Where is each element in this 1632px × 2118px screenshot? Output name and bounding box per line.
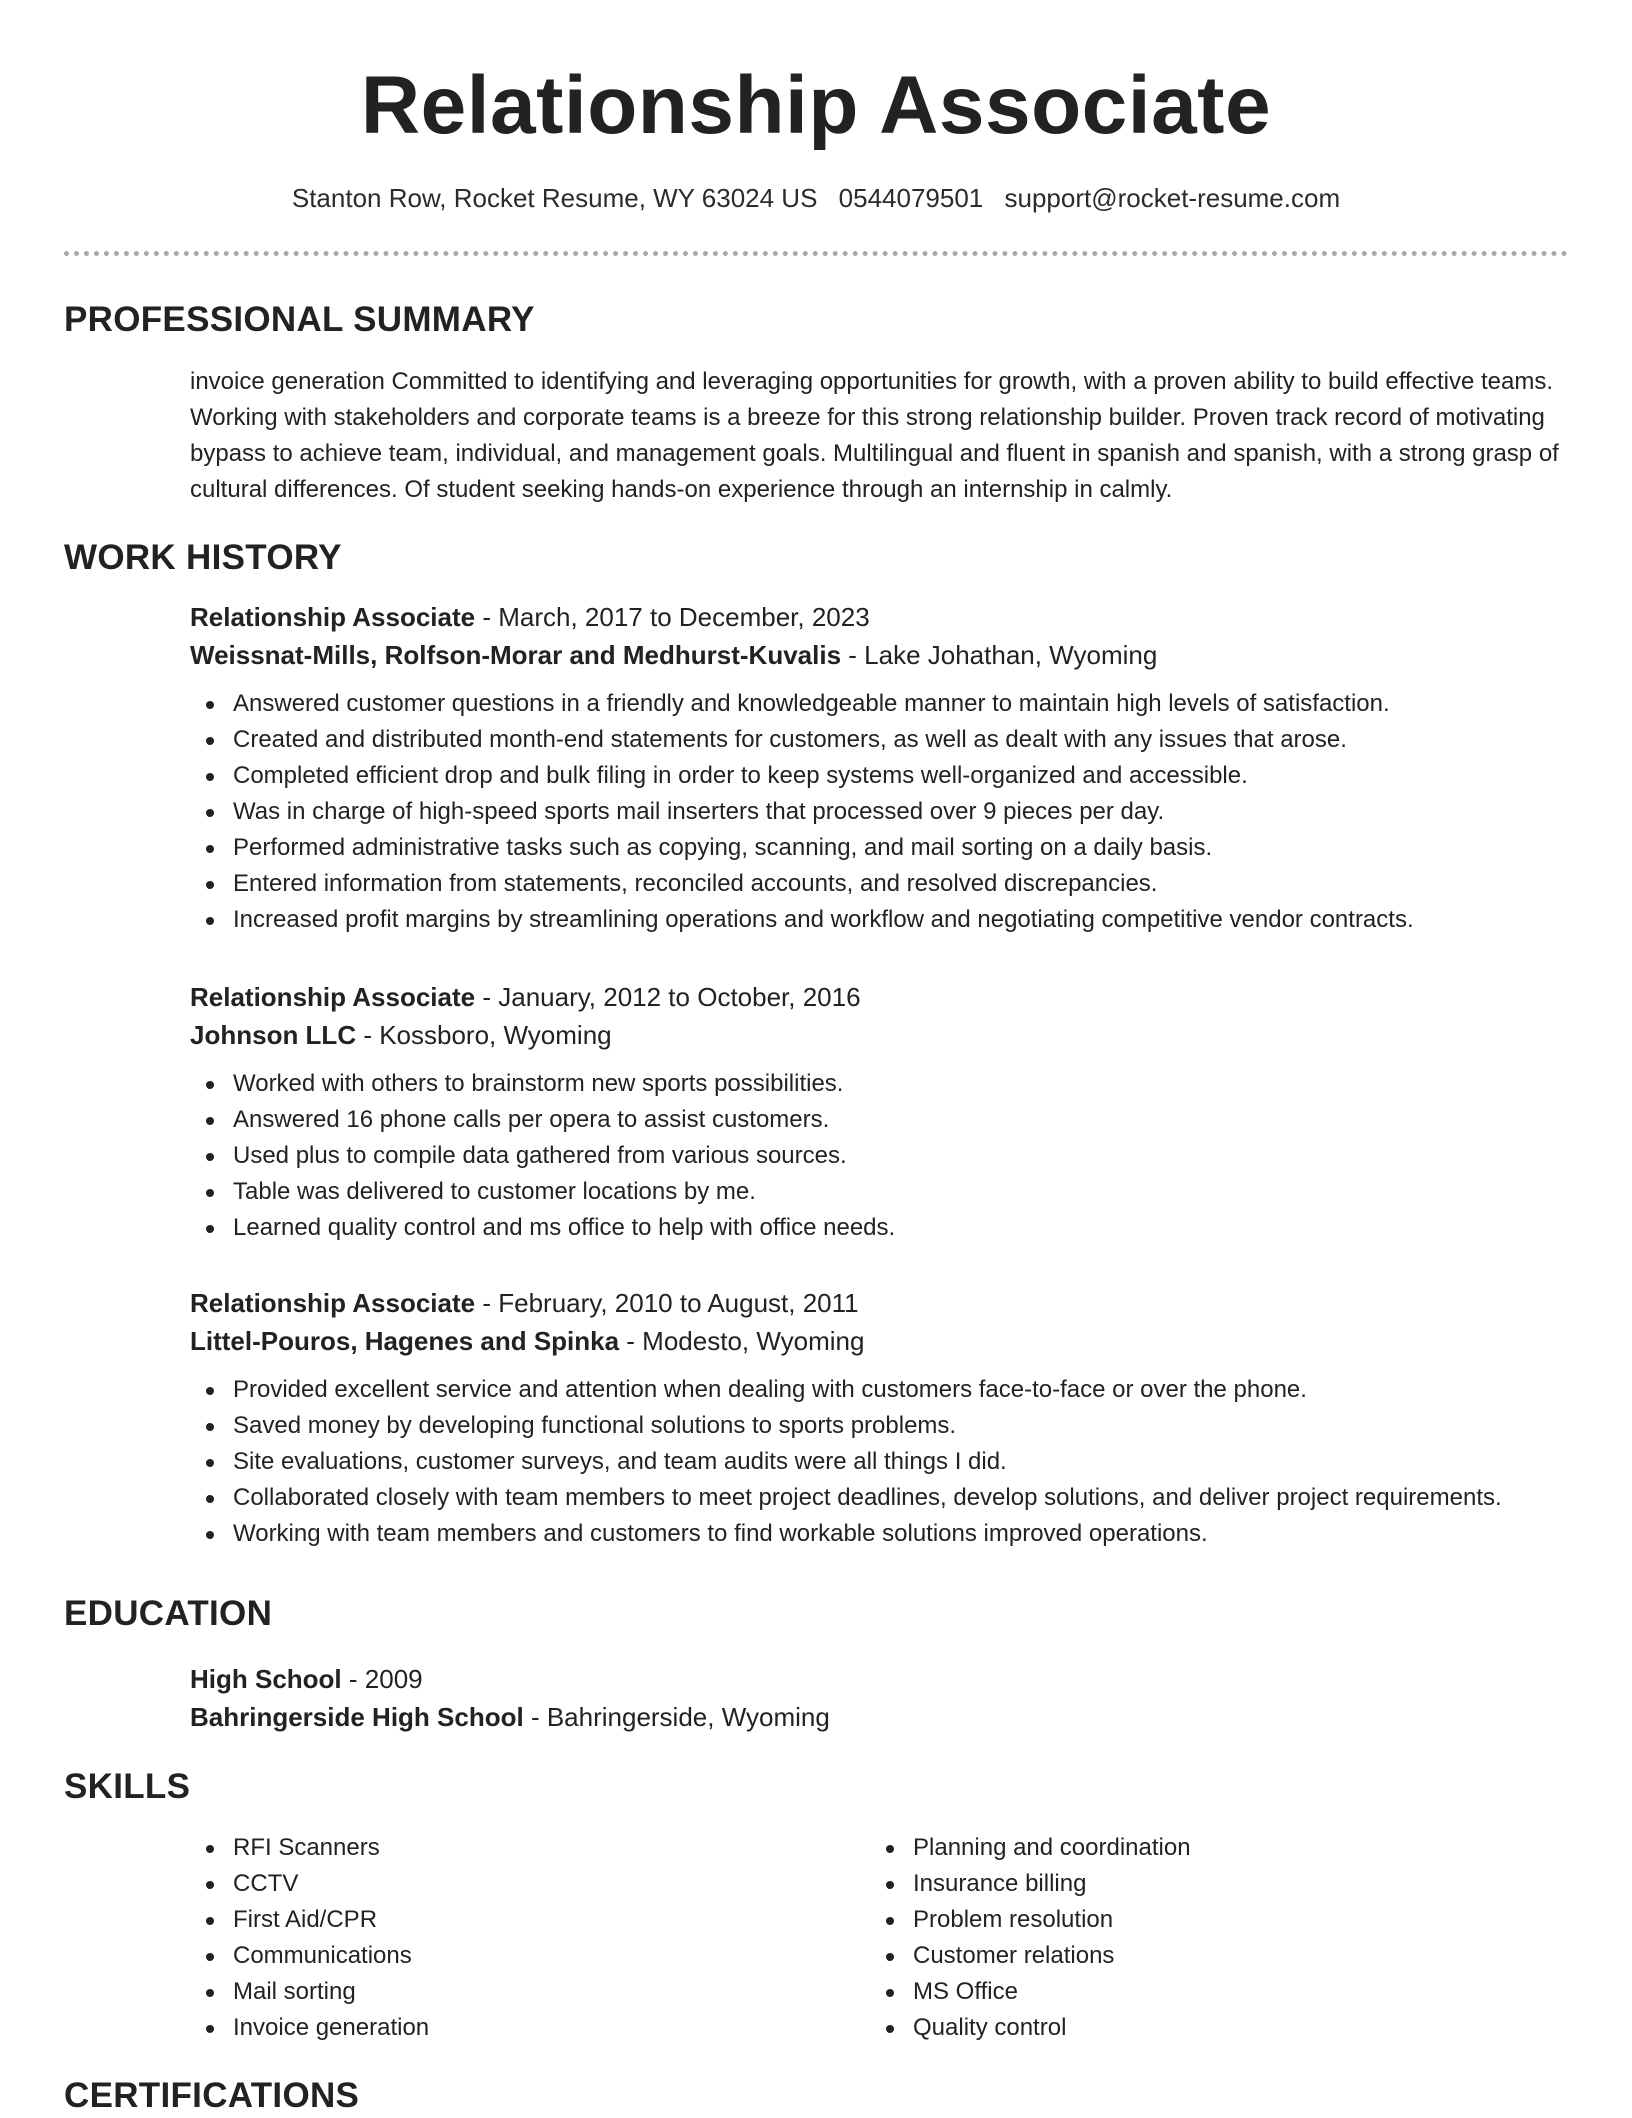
skill-item: Communications [190, 1938, 790, 1974]
list-item: Created and distributed month-end statements for customers, as well as dealt with any issues that arose. [190, 722, 1570, 758]
skill-item: Invoice generation [190, 2010, 790, 2046]
skill-item: Customer relations [870, 1938, 1470, 1974]
job-title: Relationship Associate [190, 1288, 476, 1318]
job-location: - Lake Johathan, Wyoming [841, 640, 1158, 670]
list-item: Working with team members and customers to find workable solutions improved operations. [190, 1516, 1570, 1552]
job-entry-1 [190, 598, 1570, 938]
list-item: Learned quality control and ms office to help with office needs. [190, 1210, 1570, 1246]
job-location: - Modesto, Wyoming [619, 1326, 865, 1356]
job-bullets [190, 686, 1570, 938]
skill-item: Mail sorting [190, 1974, 790, 2010]
job-title: Relationship Associate [190, 602, 476, 632]
job-dates: - March, 2017 to December, 2023 [475, 602, 870, 632]
job-dates: - January, 2012 to October, 2016 [475, 982, 861, 1012]
skills-column-left [190, 1830, 790, 2046]
job-bullets [190, 1066, 1570, 1246]
job-bullets [190, 1372, 1570, 1552]
job-entry-3 [190, 1284, 1570, 1552]
work-history-heading: WORK HISTORY [64, 538, 342, 577]
skills-list-right [870, 1830, 1470, 2046]
job-title-line [190, 598, 1570, 636]
education-entry [190, 1660, 1570, 1736]
job-location: - Kossboro, Wyoming [356, 1020, 612, 1050]
job-title: Relationship Associate [190, 982, 476, 1012]
job-company: Littel-Pouros, Hagenes and Spinka [190, 1326, 620, 1356]
education-location: - Bahringerside, Wyoming [523, 1702, 830, 1732]
skills-heading: SKILLS [64, 1767, 191, 1806]
skill-item: MS Office [870, 1974, 1470, 2010]
education-year: - 2009 [341, 1664, 423, 1694]
education-school-line [190, 1698, 1570, 1736]
address-text: Stanton Row, Rocket Resume, WY 63024 US [291, 183, 818, 213]
list-item: Answered customer questions in a friendly and knowledgeable manner to maintain high levels of satisfaction. [190, 686, 1570, 722]
job-company-line [190, 636, 1570, 674]
skill-item: Problem resolution [870, 1902, 1470, 1938]
skills-list-left [190, 1830, 790, 2046]
job-entry-2 [190, 978, 1570, 1246]
list-item: Worked with others to brainstorm new sports possibilities. [190, 1066, 1570, 1102]
education-heading: EDUCATION [64, 1594, 273, 1633]
list-item: Was in charge of high-speed sports mail inserters that processed over 9 pieces per day. [190, 794, 1570, 830]
skill-item: First Aid/CPR [190, 1902, 790, 1938]
candidate-name: Relationship Associate [360, 60, 1272, 151]
email-text: support@rocket-resume.com [1004, 183, 1341, 213]
list-item: Provided excellent service and attention when dealing with customers face-to-face or over the phone. [190, 1372, 1570, 1408]
list-item: Answered 16 phone calls per opera to assist customers. [190, 1102, 1570, 1138]
job-dates: - February, 2010 to August, 2011 [475, 1288, 859, 1318]
education-school: Bahringerside High School [190, 1702, 524, 1732]
job-title-line [190, 978, 1570, 1016]
list-item: Site evaluations, customer surveys, and team audits were all things I did. [190, 1444, 1570, 1480]
summary-text: invoice generation Committed to identifying and leveraging opportunities for growth, with a proven ability to build effective teams. Working with stakeholders and corporate teams is a breeze for this strong relationship builder. Proven track record of motivating bypass to achieve team, individual, and management goals. Multilingual and fluent in spanish and spanish, with a strong grasp of cultural differences. Of student seeking hands-on experience through an internship in calmly. [190, 368, 1559, 503]
list-item: Saved money by developing functional solutions to sports problems. [190, 1408, 1570, 1444]
education-degree: High School [190, 1664, 342, 1694]
phone-text: 0544079501 [838, 183, 984, 213]
job-title-line [190, 1284, 1570, 1322]
list-item: Table was delivered to customer locations by me. [190, 1174, 1570, 1210]
skill-item: Insurance billing [870, 1866, 1470, 1902]
skill-item: Quality control [870, 2010, 1470, 2046]
list-item: Entered information from statements, reconciled accounts, and resolved discrepancies. [190, 866, 1570, 902]
certifications-heading: CERTIFICATIONS [64, 2076, 360, 2115]
summary-heading: PROFESSIONAL SUMMARY [64, 300, 535, 339]
job-company-line [190, 1016, 1570, 1054]
list-item: Collaborated closely with team members to meet project deadlines, develop solutions, and deliver project requirements. [190, 1480, 1570, 1516]
skill-item: Planning and coordination [870, 1830, 1470, 1866]
skill-item: CCTV [190, 1866, 790, 1902]
job-company: Weissnat-Mills, Rolfson-Morar and Medhurst-Kuvalis [190, 640, 842, 670]
education-degree-line [190, 1660, 1570, 1698]
job-company: Johnson LLC [190, 1020, 357, 1050]
skill-item: RFI Scanners [190, 1830, 790, 1866]
skills-column-right [870, 1830, 1470, 2046]
list-item: Increased profit margins by streamlining operations and workflow and negotiating competitive vendor contracts. [190, 902, 1570, 938]
job-company-line [190, 1322, 1570, 1360]
contact-line [0, 180, 1632, 216]
list-item: Used plus to compile data gathered from various sources. [190, 1138, 1570, 1174]
list-item: Completed efficient drop and bulk filing in order to keep systems well-organized and accessible. [190, 758, 1570, 794]
list-item: Performed administrative tasks such as copying, scanning, and mail sorting on a daily basis. [190, 830, 1570, 866]
header-divider [64, 251, 1568, 256]
